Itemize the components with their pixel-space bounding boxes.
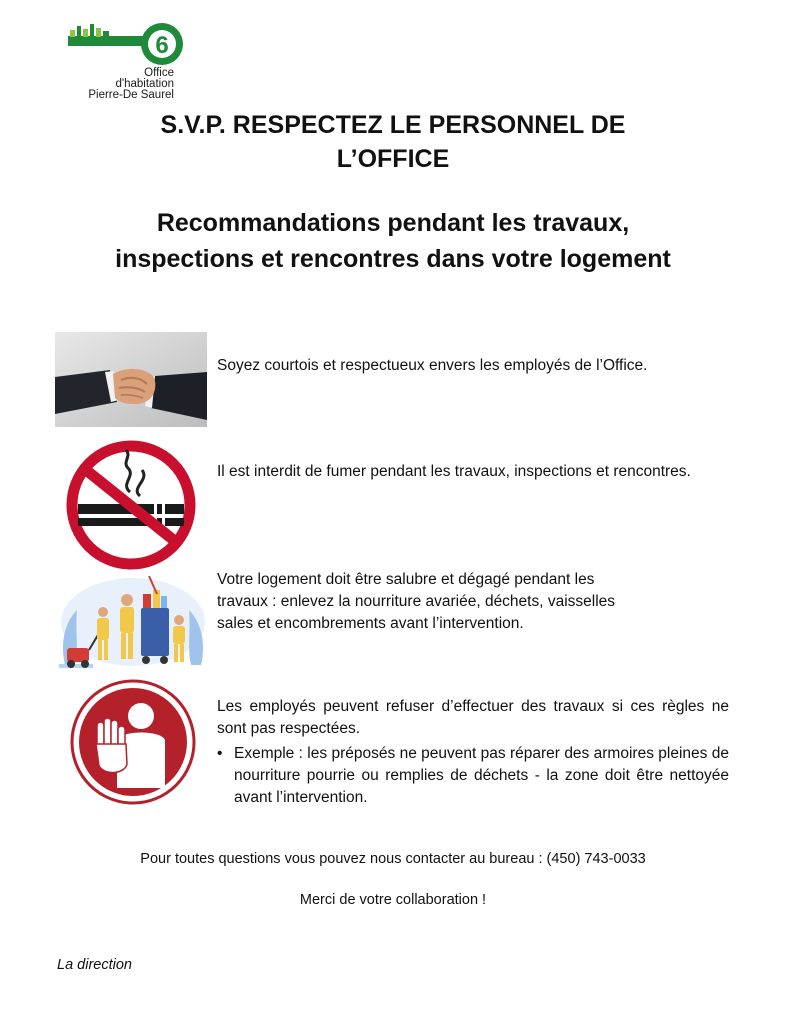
item-2-text: Il est interdit de fumer pendant les travaux, inspections et rencontres. [217, 463, 691, 480]
handshake-icon [55, 332, 207, 427]
office-logo [62, 18, 192, 108]
main-title-line-2: L’OFFICE [336, 145, 450, 173]
thanks-line: Merci de votre collaboration ! [299, 892, 487, 908]
signature: La direction [57, 957, 132, 973]
bullet-dot-icon: • [217, 745, 223, 762]
subtitle-line-2: inspections et rencontres dans votre logement [115, 245, 671, 273]
item-1-text: Soyez courtois et respectueux envers les employés de l’Office. [217, 357, 648, 374]
logo-text [62, 68, 174, 101]
svg-text:6: 6 [155, 32, 169, 59]
cleaning-crew-icon [53, 570, 213, 673]
main-title [0, 108, 786, 176]
logo-line-2: d'habitation [115, 78, 174, 90]
main-title-line-1: S.V.P. RESPECTEZ LE PERSONNEL DE [160, 111, 626, 139]
item-4-bullet [217, 743, 729, 809]
logo-line-3: Pierre-De Saurel [88, 89, 174, 101]
item-3-line-1: Votre logement doit être salubre et dégagé pendant les [217, 571, 595, 588]
item-3-line-3: sales et encombrements avant l’intervention. [217, 615, 524, 632]
subtitle-line-1: Recommandations pendant les travaux, [156, 209, 630, 237]
item-4-bullet-text: Exemple : les préposés ne peuvent pas réparer des armoires pleines de nourriture pourrie ou remplies de déchets - la zone doit être nettoyée avant l’intervention. [234, 745, 729, 806]
item-4-text: Les employés peuvent refuser d’effectuer des travaux si ces règles ne sont pas respectées. [217, 698, 729, 737]
no-smoking-icon [58, 440, 204, 570]
logo-line-1: Office [144, 67, 174, 79]
item-3-line-2: travaux : enlevez la nourriture avariée, déchets, vaisselles [217, 593, 616, 610]
stop-hand-icon [69, 678, 197, 806]
item-3-text [217, 569, 729, 635]
contact-line: Pour toutes questions vous pouvez nous contacter au bureau : (450) 743-0033 [140, 851, 646, 867]
subtitle [0, 205, 786, 277]
